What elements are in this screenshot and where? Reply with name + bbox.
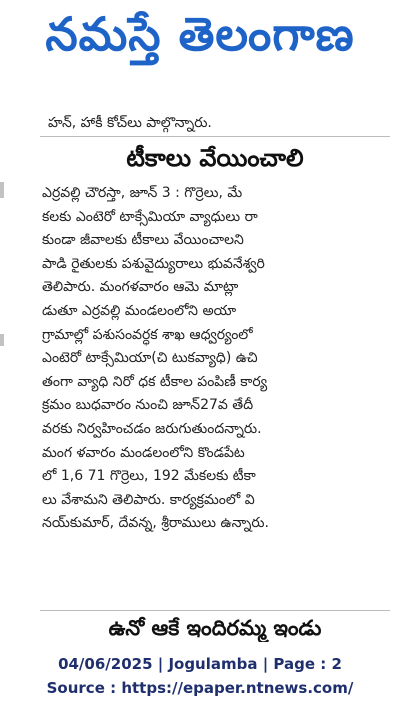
- article-line: లో 1,6 71 గొర్రెలు, 192 మేకలకు టీకా: [42, 468, 256, 485]
- column-rule: [40, 610, 390, 611]
- margin-mark: [0, 182, 4, 198]
- article-line: క్రమం బుధవారం నుంచి జూన్27వ తేదీ: [42, 397, 254, 414]
- cut-off-line: [48, 102, 388, 112]
- article-line: పాడి రైతులకు పశువైద్యురాలు భువనేశ్వరి: [42, 255, 265, 272]
- article-line: కుండా జీవాలకు టీకాలు వేయించాలని: [42, 232, 244, 249]
- next-article-headline: ఉనో ఆకే ఇందిరమ్మ ఇండు: [108, 616, 322, 640]
- article-line: తంగా వ్యాధి నిరో ధక టీకాల పంపిణీ కార్య: [42, 373, 268, 390]
- newspaper-masthead: [0, 0, 400, 80]
- edition-info: 04/06/2025 | Jogulamba | Page : 2: [58, 655, 342, 673]
- article-line: ఎర్రవల్లి చౌరస్తా, జూన్ 3 : గొర్రెలు, మే: [42, 185, 243, 201]
- article-line: నయ్‌కుమార్, దేవన్న, శ్రీరాములు ఉన్నారు.: [42, 515, 269, 532]
- margin-mark: [0, 334, 4, 346]
- column-rule: [40, 136, 390, 137]
- article-line: వరకు నిర్వహించడం జరుగుతుందన్నారు.: [42, 420, 262, 437]
- source-footer: [0, 652, 400, 700]
- article-line: ఎంటెరో టాక్సేమియా(చి టుకవ్యాధి) ఉచి: [42, 350, 258, 367]
- source-url: Source : https://epaper.ntnews.com/: [46, 679, 354, 697]
- article-headline: టీకాలు వేయించాలి: [126, 144, 304, 172]
- article-line: గ్రామాల్లో పశుసంవర్ధక శాఖ ఆధ్వర్యంలో: [42, 326, 253, 343]
- article-line: డుతూ ఎర్రవల్లి మండలంలోని అయా: [42, 302, 237, 319]
- previous-article-fragment: [48, 102, 388, 134]
- fragment-line: హన్, హాకీ కోచ్‌లు పాల్గొన్నారు.: [48, 115, 212, 131]
- masthead-title: నమస్తే తెలంగాణ: [45, 7, 355, 61]
- article-line: లు వేశామని తెలిపారు. కార్యక్రమంలో వి: [42, 491, 255, 508]
- article-line: కలకు ఎంటెరో టాక్సేమియా వ్యాధులు రా: [42, 208, 258, 225]
- article-line: మంగ ళవారం మండలంలోని కొండపేట: [42, 444, 245, 461]
- article-body: [42, 182, 388, 536]
- newspaper-clipping: [0, 82, 400, 642]
- article-line: తెలిపారు. మంగళవారం ఆమె మాట్లా: [42, 279, 239, 296]
